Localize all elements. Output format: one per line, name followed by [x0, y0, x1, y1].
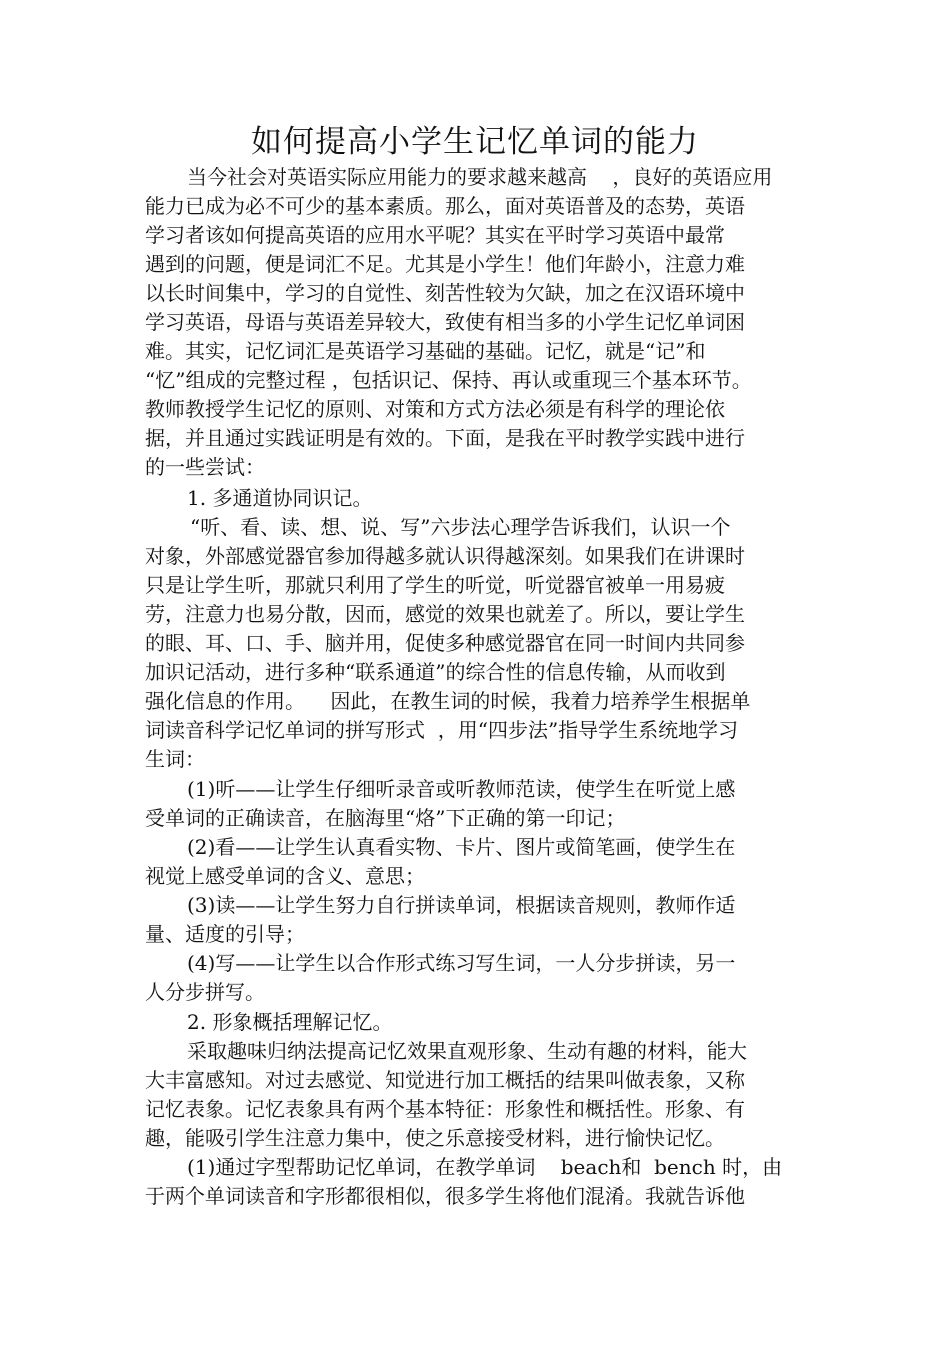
text-line: 当今社会对英语实际应用能力的要求越来越高 ，良好的英语应用	[187, 165, 773, 189]
text-line: 记忆表象。记忆表象具有两个基本特征：形象性和概括性。形象、有	[145, 1097, 745, 1121]
section-heading: 1. 多通道协同识记。	[187, 486, 373, 510]
text-line: 词读音科学记忆单词的拼写形式 ，用“四步法”指导学生系统地学习	[145, 718, 739, 742]
text-line: “听、看、读、想、说、写”六步法心理学告诉我们，认识一个	[190, 515, 731, 539]
text-line: 加识记活动，进行多种“联系通道”的综合性的信息传输，从而收到	[145, 660, 726, 684]
document-title: 如何提高小学生记忆单词的能力	[251, 124, 699, 160]
text-line: 视觉上感受单词的含义、意思；	[145, 864, 425, 888]
text-line: 受单词的正确读音，在脑海里“烙”下正确的第一印记；	[145, 806, 626, 830]
text-line: 只是让学生听，那就只利用了学生的听觉，听觉器官被单一用易疲	[145, 573, 725, 597]
text-line: 量、适度的引导；	[145, 922, 305, 946]
text-line: 的一些尝试：	[145, 455, 265, 479]
text-line: 以长时间集中，学习的自觉性、刻苦性较为欠缺，加之在汉语环境中	[145, 281, 745, 305]
text-line: 的眼、耳、口、手、脑并用，促使多种感觉器官在同一时间内共同参	[145, 631, 745, 655]
text-line: 劳，注意力也易分散，因而，感觉的效果也就差了。所以，要让学生	[145, 602, 745, 626]
text-line: 对象，外部感觉器官参加得越多就认识得越深刻。如果我们在讲课时	[145, 544, 745, 568]
list-item: (3)读——让学生努力自行拼读单词，根据读音规则，教师作适	[187, 893, 736, 917]
list-item: (1)听——让学生仔细听录音或听教师范读，使学生在听觉上感	[187, 777, 736, 801]
section-heading: 2. 形象概括理解记忆。	[187, 1010, 393, 1034]
text-line: 能力已成为必不可少的基本素质。那么，面对英语普及的态势，英语	[145, 194, 745, 218]
list-item: (2)看——让学生认真看实物、卡片、图片或简笔画，使学生在	[187, 835, 736, 859]
text-line: 强化信息的作用。 因此，在教生词的时候，我着力培养学生根据单	[145, 689, 751, 713]
text-line: 生词：	[145, 747, 205, 771]
text-line: 学习英语，母语与英语差异较大，致使有相当多的小学生记忆单词困	[145, 310, 745, 334]
list-item: (1)通过字型帮助记忆单词，在教学单词 beach和 bench 时，由	[187, 1155, 783, 1179]
text-line: 遇到的问题，便是词汇不足。尤其是小学生！他们年龄小，注意力难	[145, 252, 745, 276]
text-line: 趣，能吸引学生注意力集中，使之乐意接受材料，进行愉快记忆。	[145, 1126, 725, 1150]
list-item: (4)写——让学生以合作形式练习写生词，一人分步拼读，另一	[187, 951, 736, 975]
text-line: 采取趣味归纳法提高记忆效果直观形象、生动有趣的材料，能大	[187, 1039, 747, 1063]
text-line: 难。其实，记忆词汇是英语学习基础的基础。记忆，就是“记”和	[145, 339, 706, 363]
text-line: 于两个单词读音和字形都很相似，很多学生将他们混淆。我就告诉他	[145, 1184, 745, 1208]
text-line: “忆”组成的完整过程 ，包括识记、保持、再认或重现三个基本环节。	[145, 368, 752, 392]
text-line: 教师教授学生记忆的原则、对策和方式方法必须是有科学的理论依	[145, 397, 725, 421]
text-line: 学习者该如何提高英语的应用水平呢？其实在平时学习英语中最常	[145, 223, 725, 247]
text-line: 人分步拼写。	[145, 980, 265, 1004]
text-line: 大丰富感知。对过去感觉、知觉进行加工概括的结果叫做表象，又称	[145, 1068, 745, 1092]
text-line: 据，并且通过实践证明是有效的。下面，是我在平时教学实践中进行	[145, 426, 745, 450]
